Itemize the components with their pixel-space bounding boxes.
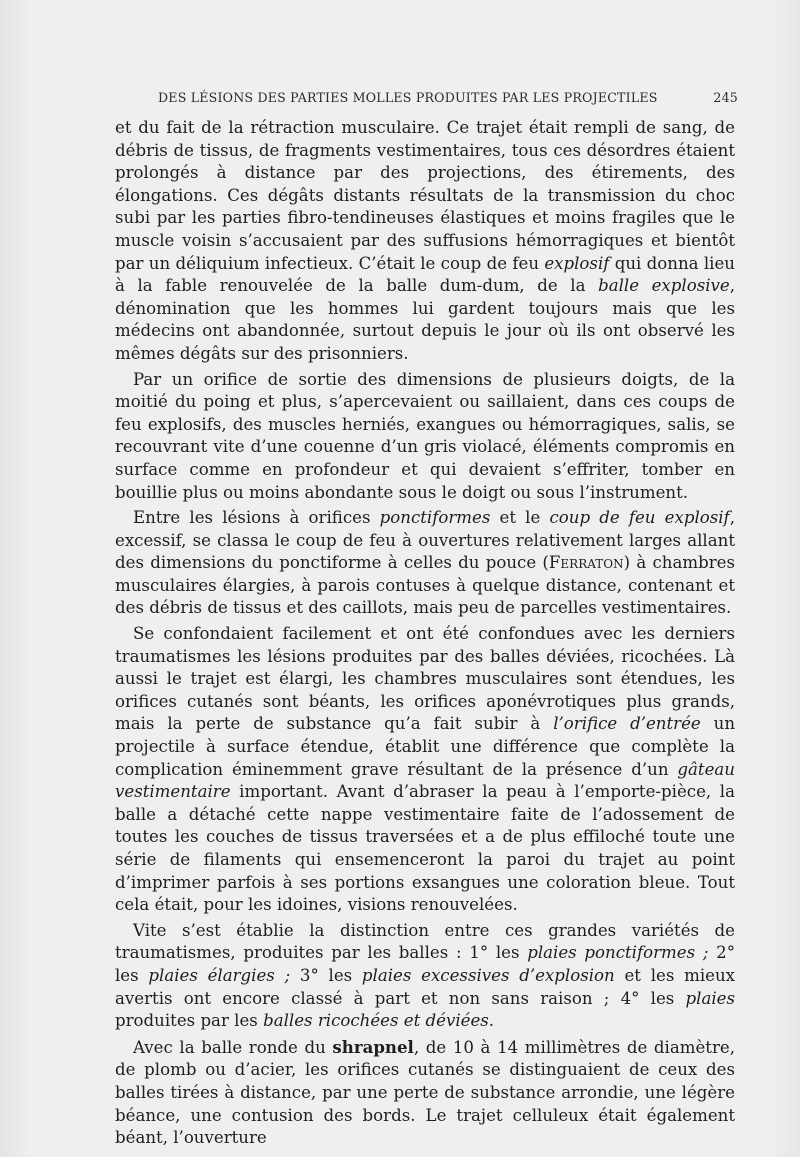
text-run: qui donna lieu à la fable renouvelée de la balle dum-dum, de la [115, 253, 735, 296]
italic-term: explosif [544, 253, 610, 273]
text-run: , excessif, se classa le coup de feu à ouvertures relativement larges allant des dimensions du ponctiforme à celles du pouce ( [115, 508, 735, 573]
italic-term: gâteau vestimentaire [115, 759, 735, 802]
italic-term: plaies [685, 988, 735, 1008]
italic-term: balles ricochées et déviées. [263, 1011, 495, 1031]
paragraph-6 [115, 1036, 735, 1150]
text-run: Par un orifice de sortie des dimensions de plusieurs doigts, de la moitié du poing et plus, s’apercevaient ou saillaient, dans ces coups de feu explosifs, des muscles herniés, exangues ou hémorragiques, salis, se recouvrant vite d’une couenne d’un gris violacé, éléments compromis en surface comme en profondeur et qui devaient s’effriter, tomber en bouillie plus ou moins abondante sous le doigt ou sous l’instrument. [115, 369, 735, 502]
text-run: important. Avant d’abraser la peau à l’emporte-pièce, la balle a détaché cette nappe vestimentaire faite de l’adossement de toutes les couches de tissus traversées et a de plus effiloché toute une série de filaments qui ensemenceront la paroi du trajet au point d’imprimer parfois à ses portions exsangues une coloration bleue. Tout cela était, pour les idoines, visions renouvelées. [115, 782, 735, 915]
text-run: ) à chambres musculaires élargies, à parois contuses à quelque distance, contenant et des débris de tissus et des caillots, mais peu de parcelles vestimentaires. [115, 553, 735, 618]
bold-term: shrapnel [332, 1036, 414, 1057]
paragraph-1 [115, 117, 735, 366]
running-title: DES LÉSIONS DES PARTIES MOLLES PRODUITES PAR LES PROJECTILES [158, 90, 658, 105]
italic-term: l’orifice d’entrée [553, 714, 701, 734]
text-run: , de 10 à 14 millimètres de diamètre, de plomb ou d’acier, les orifices cutanés se distinguaient de ceux des balles tirées à distance, par une perte de substance arrondie, une légère béance, une contusion des bords. Le trajet celluleux était également béant, l’ouverture [115, 1037, 736, 1148]
running-header [158, 90, 738, 105]
text-run: et du fait de la rétraction musculaire. Ce trajet était rempli de sang, de débris de tissus, de fragments vestimentaires, tous ces désordres étaient prolongés à distance par des projections, des étirements, des élongations. Ces dégâts distants résultats de la transmission du choc subi par les parties fibro-tendineuses élastiques et moins fragiles que le muscle voisin s’accusaient par des suffusions hémorragiques et bientôt par un déliquium infectieux. C’était le coup de feu [115, 118, 735, 273]
italic-term: ponctiformes [379, 508, 491, 528]
text-run: un projectile à surface étendue, établit une différence que complète la complication éminemment grave résultant de la présence d’un [115, 714, 736, 779]
author-name: Ferraton [548, 553, 624, 573]
italic-term: coup de feu explosif [549, 508, 730, 528]
italic-term: plaies ponctiformes ; [527, 943, 709, 963]
italic-term: plaies élargies ; [148, 965, 291, 985]
text-run: Avec la balle ronde du [133, 1037, 333, 1057]
paragraph-3 [115, 507, 735, 620]
text-run: 2° les [115, 943, 735, 985]
text-run: Se confondaient facilement et ont été confondues avec les derniers traumatismes les lésions produites par des balles déviées, ricochées. Là aussi le trajet est élargi, les chambres musculaires sont étendues, les orifices cutanés sont béants, les orifices aponévrotiques plus grands, mais la perte de substance qu’a fait subir à [115, 624, 735, 734]
text-run: 3° les [290, 965, 362, 985]
paragraph-4 [115, 623, 735, 917]
italic-term: plaies excessives d’explosion [361, 965, 615, 985]
text-run: Entre les lésions à orifices [133, 508, 380, 528]
page-number: 245 [713, 90, 738, 105]
text-run: , dénomination que les hommes lui gardent toujours mais que les médecins ont abandonnée, surtout depuis le jour où ils ont observé les mêmes dégâts sur des prisonniers. [115, 276, 735, 363]
text-run: et les mieux avertis ont encore classé à part et non sans raison ; 4° les [115, 965, 735, 1008]
paragraph-5 [115, 920, 735, 1033]
italic-term: balle explosive [598, 276, 730, 296]
text-run: produites par les [115, 1011, 264, 1031]
text-run: et le [490, 508, 550, 528]
paragraph-2 [115, 369, 735, 505]
text-run: Vite s’est établie la distinction entre ces grandes variétés de traumatismes, produites par les balles : 1° les [115, 920, 735, 963]
page-body [115, 117, 735, 1150]
